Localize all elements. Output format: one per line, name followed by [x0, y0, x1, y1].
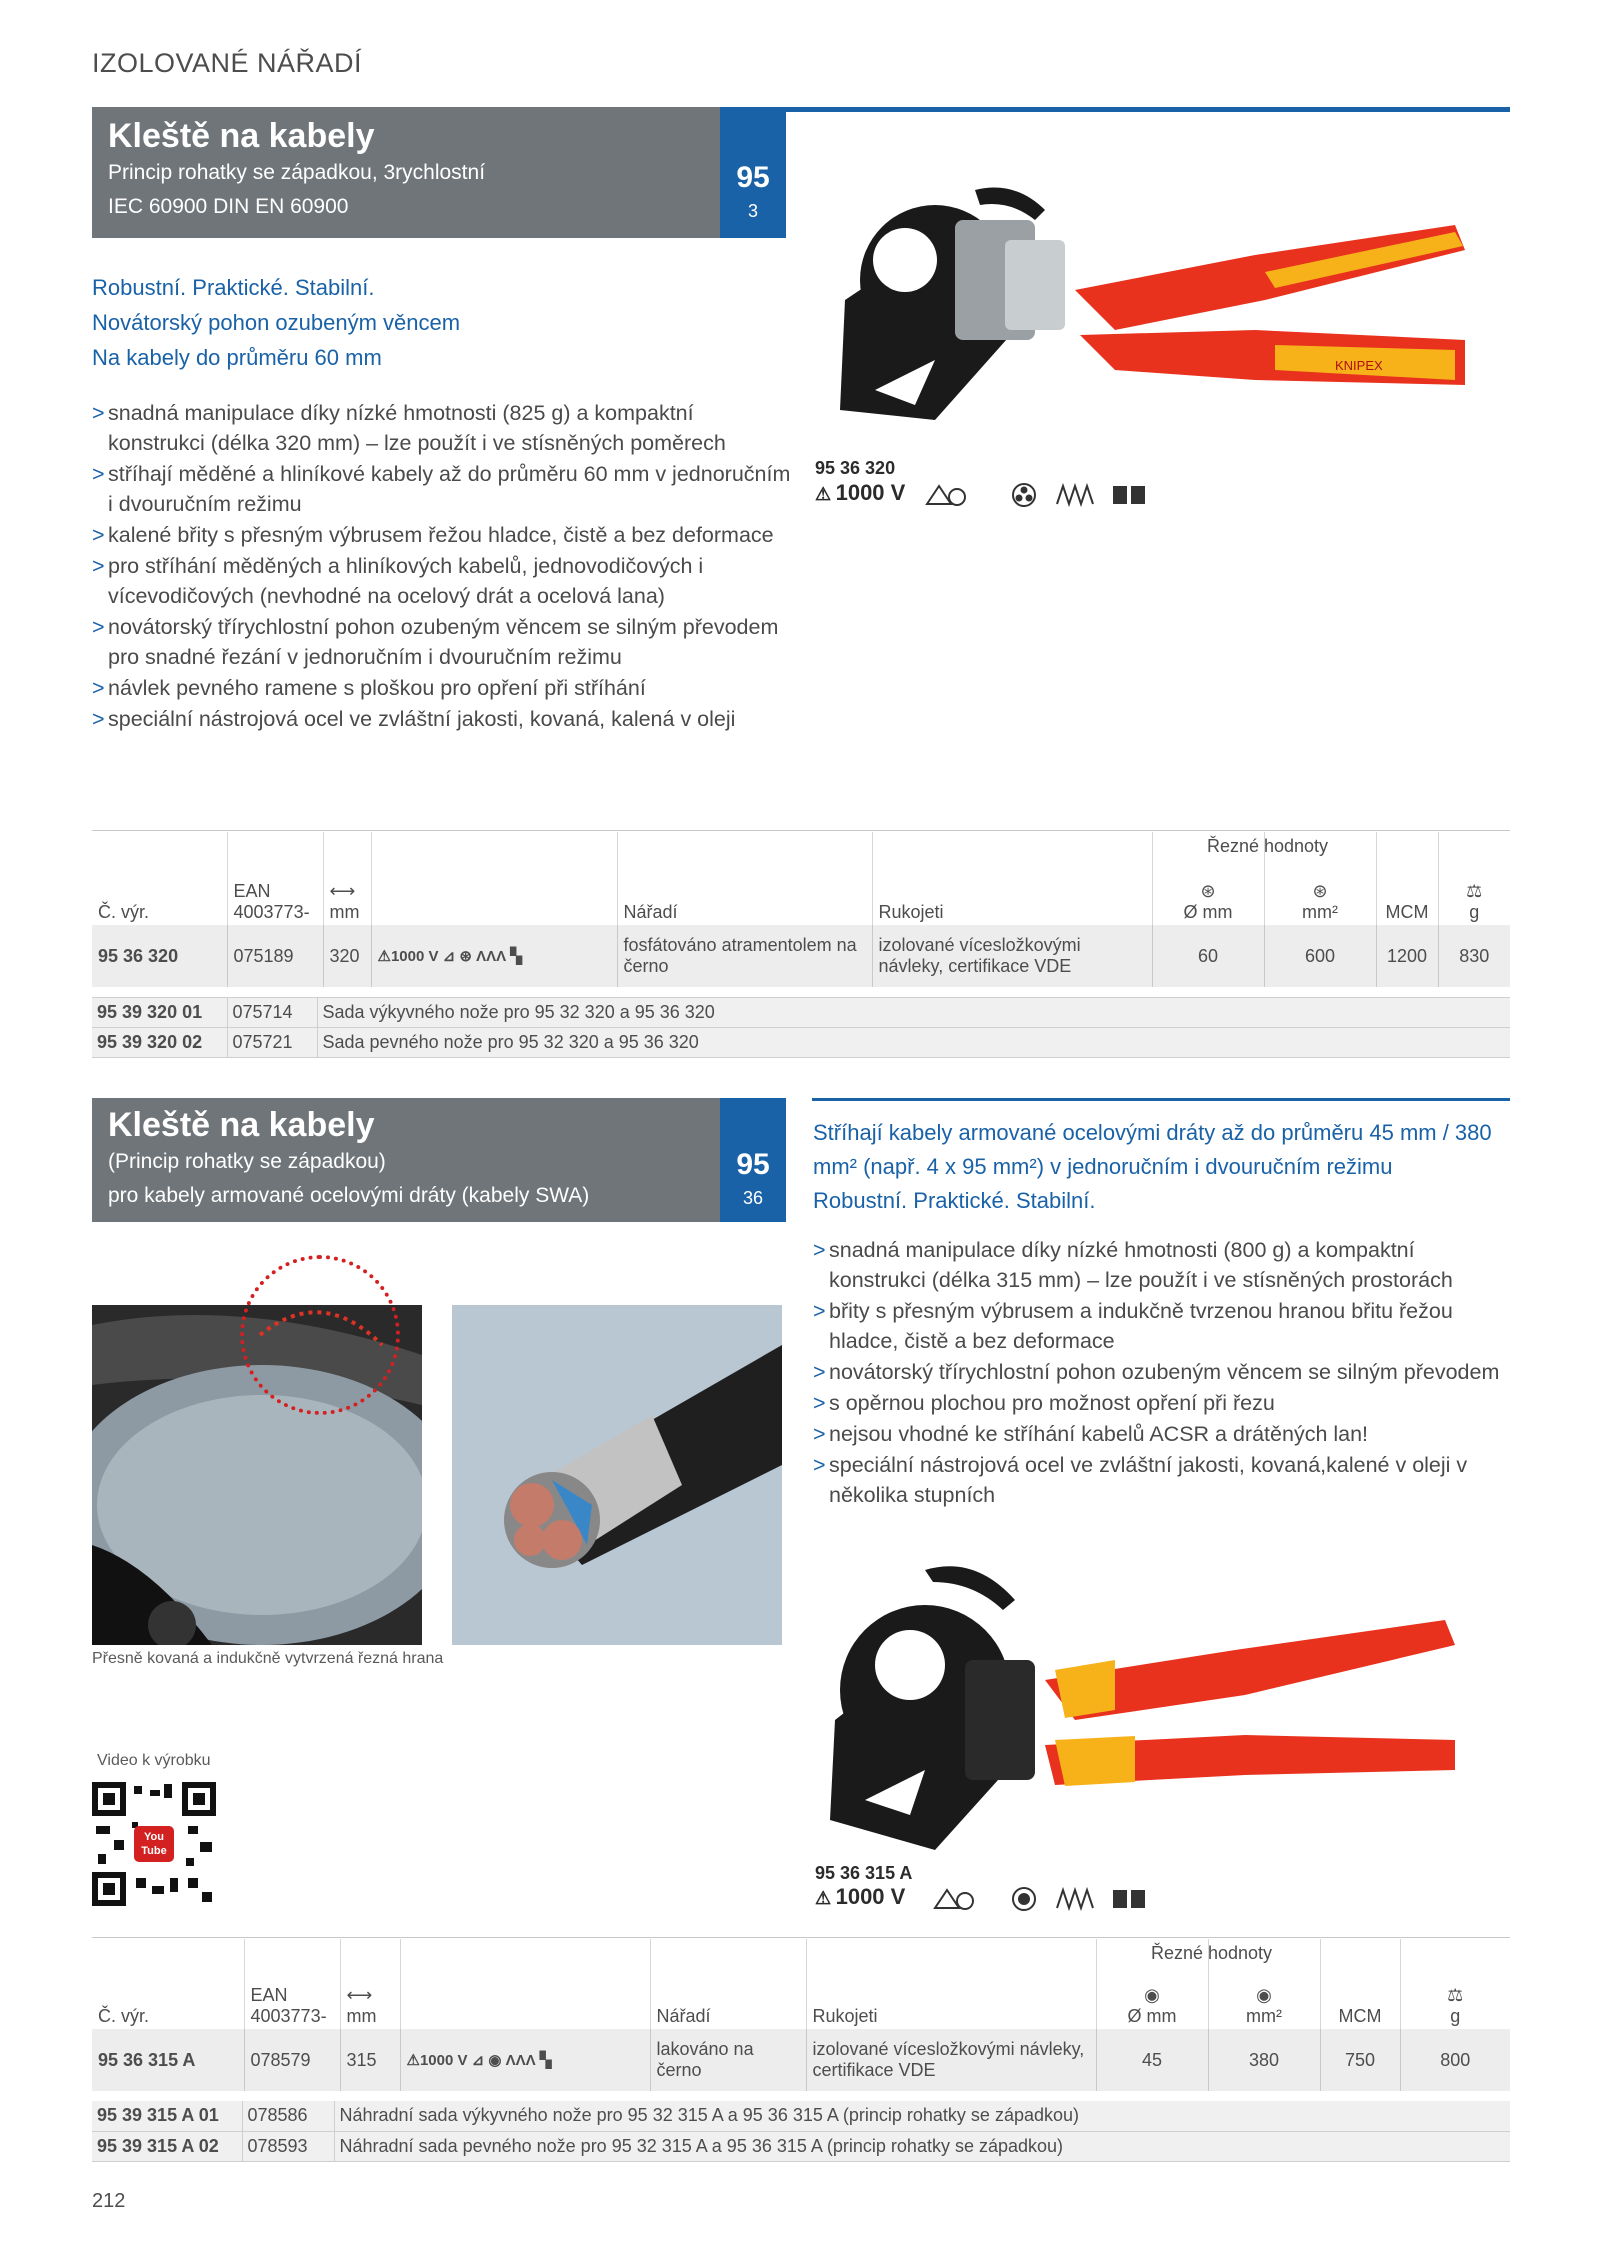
product1-standards: IEC 60900 DIN EN 60900 — [108, 195, 349, 218]
weight-icon: ⚖ — [1447, 1985, 1464, 2005]
product1-tagline: Novátorský pohon ozubeným věncem — [92, 310, 461, 335]
cable-cross-icon — [1011, 482, 1037, 508]
divider — [92, 1937, 1510, 1938]
swa-cable-photo — [452, 1305, 782, 1645]
product1-symbols — [815, 480, 1175, 510]
product1-tool-image — [815, 180, 1475, 450]
cell: 750 — [1320, 2029, 1400, 2091]
cable-cross-icon: ⊛ — [1312, 881, 1328, 901]
cell: 078593 — [242, 2131, 334, 2161]
table-row — [92, 1028, 1510, 1058]
cell: Sada pevného nože pro 95 32 320 a 95 36 320 — [317, 1028, 1510, 1058]
video-label: Video k výrobku — [97, 1752, 211, 1769]
product2-image-code: 95 36 315 A — [815, 1863, 913, 1883]
col-header: Řezné hodnoty ⊛ Ø mm — [1152, 832, 1264, 925]
col-header: ⟷ mm — [340, 1939, 400, 2029]
cell: 078586 — [242, 2101, 334, 2131]
cell: 075714 — [227, 998, 317, 1028]
vde-icon — [933, 1886, 975, 1912]
cell: Náhradní sada výkyvného nože pro 95 32 315 A a 95 36 315 A (princip rohatky se západkou) — [334, 2101, 1510, 2131]
cell: Sada výkyvného nože pro 95 32 320 a 95 36 320 — [317, 998, 1510, 1028]
list-item: > stříhají měděné a hliníkové kabely až do průměru 60 mm v jednoručním i dvouručním režimu — [92, 462, 791, 516]
col-header: Nářadí — [650, 1939, 806, 2029]
col-header: ⚖ g — [1438, 832, 1510, 925]
list-item: > speciální nástrojová ocel ve zvláštní jakosti, kovaná, kalená v oleji — [92, 707, 736, 731]
cell: 95 36 320 — [92, 925, 227, 987]
length-icon: ⟷ — [329, 881, 356, 901]
product1-tagline: Robustní. Praktické. Stabilní. — [92, 275, 375, 300]
cell: ⚠1000 V ⊿ ◉ ΛΛΛ ▚ — [400, 2029, 650, 2091]
product2-spec-table — [92, 1939, 1510, 2091]
product2-symbols — [815, 1884, 1175, 1914]
cell: 078579 — [244, 2029, 340, 2091]
product1-badge-main: 95 — [736, 161, 770, 194]
cell: 320 — [323, 925, 371, 987]
cell: ⚠1000 V ⊿ ⊛ ΛΛΛ ▚ — [371, 925, 617, 987]
col-header: ⚖ g — [1400, 1939, 1510, 2029]
hardened-edge-icon — [1111, 482, 1147, 508]
product1-bullets — [92, 398, 792, 735]
product1-blue-line — [786, 107, 1510, 112]
cell: 075721 — [227, 1028, 317, 1058]
col-header: MCM — [1376, 832, 1438, 925]
table-row — [92, 2029, 1510, 2091]
table-row — [92, 998, 1510, 1028]
cell: 075189 — [227, 925, 323, 987]
product1-badge-sub: 3 — [747, 201, 758, 221]
col-header — [371, 832, 617, 925]
list-item: > novátorský třírychlostní pohon ozubeným věncem se silným převodem — [813, 1360, 1500, 1384]
product2-title: Kleště na kabely — [108, 1106, 375, 1144]
table-row — [92, 2131, 1510, 2161]
photo-caption: Přesně kovaná a indukčně vytvrzená řezná hrana — [92, 1650, 444, 1667]
cell: izolované vícesložkovými návleky, certifikace VDE — [806, 2029, 1096, 2091]
cell: 95 39 320 01 — [92, 998, 227, 1028]
cell: 830 — [1438, 925, 1510, 987]
length-icon: ⟷ — [346, 1985, 373, 2005]
vde-icon — [925, 482, 967, 508]
col-header: Č. výr. — [92, 832, 227, 925]
section-title: IZOLOVANÉ NÁŘADÍ — [92, 48, 363, 78]
product2-badge — [720, 1098, 786, 1222]
col-header: EAN 4003773- — [227, 832, 323, 925]
product2-header — [92, 1098, 720, 1222]
zigzag-icon — [1055, 1886, 1095, 1912]
cell: 600 — [1264, 925, 1376, 987]
voltage-icon: ⚠ — [815, 484, 832, 504]
product1-tool-brand: KNIPEX — [1335, 358, 1383, 373]
divider — [92, 830, 1510, 831]
product1-tagline: Na kabely do průměru 60 mm — [92, 345, 382, 370]
product2-voltage: 1000 V — [835, 1884, 906, 1909]
col-header: Rukojeti — [872, 832, 1152, 925]
product1-voltage: 1000 V — [835, 480, 906, 505]
product2-taglines — [813, 1116, 1503, 1218]
product2-tagline: Stříhají kabely armované ocelovými dráty až do průměru 45 mm / 380 mm² (např. 4 x 95 mm²) v jednoručním i dvouručním režimu — [813, 1120, 1492, 1179]
cell: Náhradní sada pevného nože pro 95 32 315 A a 95 36 315 A (princip rohatky se západkou) — [334, 2131, 1510, 2161]
product1-badge — [720, 107, 786, 238]
list-item: > s opěrnou plochou pro možnost opření při řezu — [813, 1391, 1275, 1415]
product2-tool-image — [815, 1560, 1475, 1860]
cell: 95 39 315 A 02 — [92, 2131, 242, 2161]
product1-header — [92, 107, 720, 238]
product2-badge-sub: 36 — [742, 1188, 764, 1208]
col-header: Č. výr. — [92, 1939, 244, 2029]
list-item: > snadná manipulace díky nízké hmotnosti (800 g) a kompaktní konstrukci (délka 315 mm) – lze použít i ve stísněných prostorách — [813, 1238, 1453, 1292]
list-item: > novátorský třírychlostní pohon ozubeným věncem se silným převodem pro snadné řezání v jednoručním i dvouručním režimu — [92, 615, 779, 669]
product1-image-code: 95 36 320 — [815, 458, 896, 478]
product1-subtitle: Princip rohatky se západkou, 3rychlostní — [108, 161, 486, 184]
cell: 60 — [1152, 925, 1264, 987]
youtube-qr-code[interactable] — [92, 1782, 216, 1906]
swa-cable-icon: ◉ — [1256, 1985, 1272, 2005]
col-header: MCM — [1320, 1939, 1400, 2029]
product2-subtitle: (Princip rohatky se západkou) — [108, 1150, 386, 1173]
cell: 95 39 320 02 — [92, 1028, 227, 1058]
cell: 95 36 315 A — [92, 2029, 244, 2091]
list-item: > speciální nástrojová ocel ve zvláštní jakosti, kovaná,kalené v oleji v několika stupních — [813, 1453, 1468, 1507]
product1-taglines — [92, 270, 752, 375]
cell: 95 39 315 A 01 — [92, 2101, 242, 2131]
list-item: > nejsou vhodné ke stříhání kabelů ACSR a drátěných lan! — [813, 1422, 1369, 1446]
hardened-edge-icon — [1111, 1886, 1147, 1912]
table-group-header: Řezné hodnoty — [1150, 1943, 1273, 1963]
col-header: ◉ mm² — [1208, 1939, 1320, 2029]
youtube-label-bottom: Tube — [141, 1845, 167, 1857]
product2-accessories — [92, 2101, 1510, 2162]
cell: fosfátováno atramentolem na černo — [617, 925, 872, 987]
product1-title: Kleště na kabely — [108, 117, 375, 155]
col-header — [400, 1939, 650, 2029]
col-header: Rukojeti — [806, 1939, 1096, 2029]
table-row — [92, 925, 1510, 987]
product2-tagline: Robustní. Praktické. Stabilní. — [813, 1188, 1096, 1213]
table-group-header: Řezné hodnoty — [1206, 836, 1329, 856]
list-item: > návlek pevného ramene s ploškou pro opření při stříhání — [92, 676, 646, 700]
product2-bullets — [813, 1235, 1503, 1511]
youtube-label-top: You — [144, 1831, 164, 1843]
cell: izolované vícesložkovými návleky, certifikace VDE — [872, 925, 1152, 987]
list-item: > břity s přesným výbrusem a indukčně tvrzenou hranou břitu řežou hladce, čistě a bez deformace — [813, 1299, 1453, 1353]
cell: 45 — [1096, 2029, 1208, 2091]
product2-blue-line — [812, 1098, 1510, 1101]
product1-accessories — [92, 997, 1510, 1058]
cell: 1200 — [1376, 925, 1438, 987]
cell: 800 — [1400, 2029, 1510, 2091]
col-header: ⟷ mm — [323, 832, 371, 925]
cell: 380 — [1208, 2029, 1320, 2091]
product2-subtitle2: pro kabely armované ocelovými dráty (kabely SWA) — [108, 1184, 590, 1207]
swa-cable-icon — [1011, 1886, 1037, 1912]
col-header: Řezné hodnoty ◉ Ø mm — [1096, 1939, 1208, 2029]
page-number: 212 — [92, 2190, 126, 2212]
cell: lakováno na černo — [650, 2029, 806, 2091]
list-item: > snadná manipulace díky nízké hmotnosti (825 g) a kompaktní konstrukci (délka 320 mm) – lze použít i ve stísněných poměrech — [92, 401, 726, 455]
table-row — [92, 2101, 1510, 2131]
product1-spec-table — [92, 832, 1510, 987]
zigzag-icon — [1055, 482, 1095, 508]
dotted-highlight — [240, 1255, 400, 1415]
col-header: ⊛ mm² — [1264, 832, 1376, 925]
weight-icon: ⚖ — [1466, 881, 1483, 901]
list-item: > kalené břity s přesným výbrusem řežou hladce, čistě a bez deformace — [92, 523, 774, 547]
cable-cross-icon: ⊛ — [1200, 881, 1216, 901]
cell: 315 — [340, 2029, 400, 2091]
youtube-icon — [134, 1826, 174, 1862]
list-item: > pro stříhání měděných a hliníkových kabelů, jednovodičových i vícevodičových (nevhodné na ocelový drát a ocelová lana) — [92, 554, 704, 608]
col-header: Nářadí — [617, 832, 872, 925]
product2-badge-main: 95 — [736, 1148, 770, 1181]
voltage-icon: ⚠ — [815, 1888, 832, 1908]
swa-cable-icon: ◉ — [1144, 1985, 1160, 2005]
col-header: EAN 4003773- — [244, 1939, 340, 2029]
